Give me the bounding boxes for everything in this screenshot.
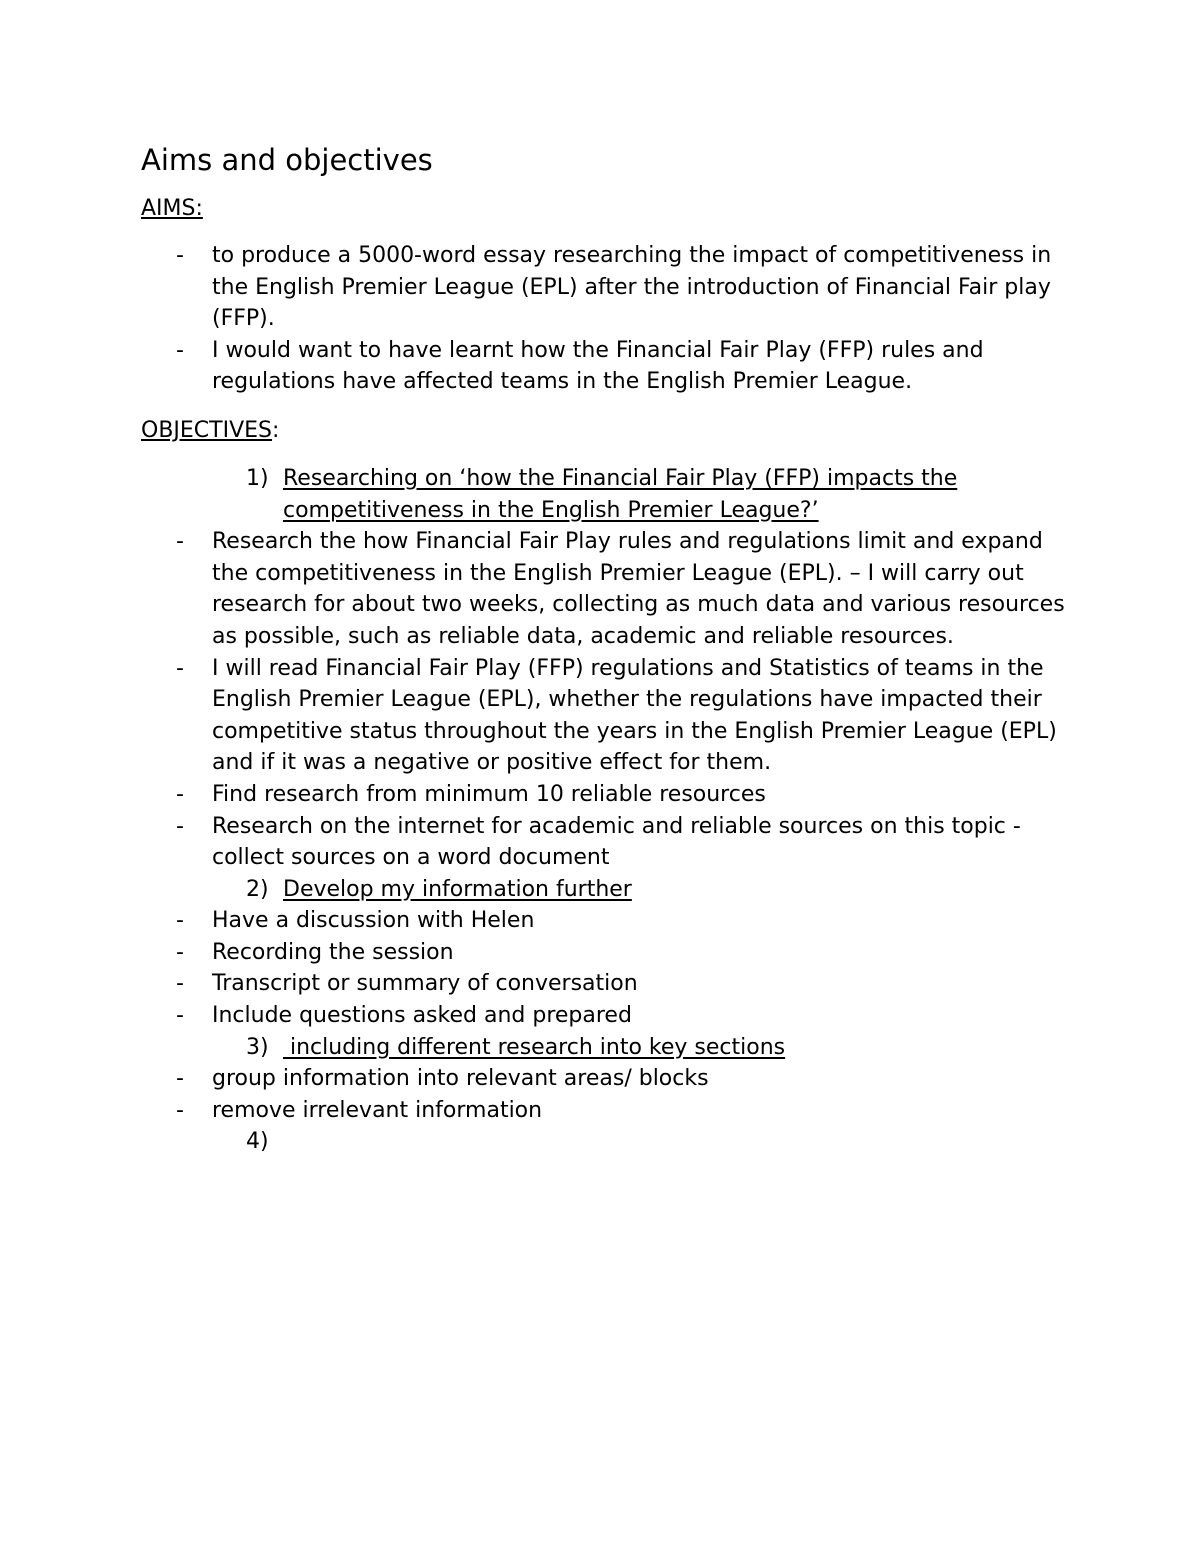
bullet-dash: - xyxy=(176,1066,184,1092)
section-number: 4) xyxy=(246,1129,269,1155)
objective-text: group information into relevant areas/ blocks xyxy=(212,1066,709,1092)
objective-text: Find research from minimum 10 reliable resources xyxy=(212,781,766,807)
objective-text: Have a discussion with Helen xyxy=(212,908,535,934)
list-item xyxy=(141,653,1071,779)
bullet-dash: - xyxy=(176,939,184,965)
section-title: Researching on ‘how the Financial Fair Play (FFP) impacts the competitiveness in the English Premier League?’ xyxy=(283,465,958,523)
list-item xyxy=(141,1095,1071,1127)
objective-section-3 xyxy=(141,1032,1071,1064)
objective-section-2 xyxy=(141,874,1071,906)
section-number: 2) xyxy=(246,876,269,902)
list-item xyxy=(141,937,1071,969)
bullet-dash: - xyxy=(176,908,184,934)
document-body xyxy=(141,140,1071,1155)
aims-heading xyxy=(141,193,1071,224)
objective-text: Recording the session xyxy=(212,939,454,965)
list-item xyxy=(141,335,1071,398)
section-title: including different research into key sections xyxy=(283,1034,786,1060)
list-item xyxy=(141,240,1071,335)
objective-section-3-list xyxy=(141,1063,1071,1126)
list-item xyxy=(141,905,1071,937)
list-item xyxy=(141,811,1071,874)
page-title: Aims and objectives xyxy=(141,143,433,177)
list-item xyxy=(141,1000,1071,1032)
bullet-dash: - xyxy=(176,243,184,268)
list-item xyxy=(141,779,1071,811)
bullet-dash: - xyxy=(176,1097,184,1123)
bullet-dash: - xyxy=(176,337,184,363)
objective-text: Transcript or summary of conversation xyxy=(212,971,638,997)
objective-section-1 xyxy=(141,463,1071,526)
objective-text: Research the how Financial Fair Play rules and regulations limit and expand the competitiveness in the English Premier League (EPL). – I will carry out research for about two weeks, collecting as much data and various resources as possible, such as reliable data, academic and reliable resources. xyxy=(212,529,1065,649)
aims-list xyxy=(141,240,1071,398)
objective-text: remove irrelevant information xyxy=(212,1097,543,1123)
objective-text: Research on the internet for academic and reliable sources on this topic - collect sources on a word document xyxy=(212,813,1021,871)
objective-text: I will read Financial Fair Play (FFP) regulations and Statistics of teams in the English Premier League (EPL), whether the regulations have impacted their competitive status throughout the years in the English Premier League (EPL) and if it was a negative or positive effect for them. xyxy=(212,655,1057,776)
list-item xyxy=(141,1063,1071,1095)
aims-heading-text: AIMS: xyxy=(141,196,203,221)
aim-text: I would want to have learnt how the Financial Fair Play (FFP) rules and regulations have affected teams in the English Premier League. xyxy=(212,337,984,395)
bullet-dash: - xyxy=(176,655,184,681)
section-number: 3) xyxy=(246,1034,269,1060)
objectives-heading-colon: : xyxy=(272,417,280,443)
list-item xyxy=(141,968,1071,1000)
objective-section-2-list xyxy=(141,905,1071,1031)
bullet-dash: - xyxy=(176,1003,184,1029)
bullet-dash: - xyxy=(176,781,184,807)
bullet-dash: - xyxy=(176,971,184,997)
section-title: Develop my information further xyxy=(283,876,632,902)
objective-section-1-list xyxy=(141,526,1071,874)
section-number: 1) xyxy=(246,465,269,491)
list-item xyxy=(141,526,1071,652)
objective-text: Include questions asked and prepared xyxy=(212,1003,632,1029)
objectives-heading xyxy=(141,415,1071,446)
bullet-dash: - xyxy=(176,813,184,839)
aim-text: to produce a 5000-word essay researching the impact of competitiveness in the English Premier League (EPL) after the introduction of Financial Fair play (FFP). xyxy=(212,243,1052,332)
objectives-heading-text: OBJECTIVES xyxy=(141,417,273,443)
bullet-dash: - xyxy=(176,529,184,555)
